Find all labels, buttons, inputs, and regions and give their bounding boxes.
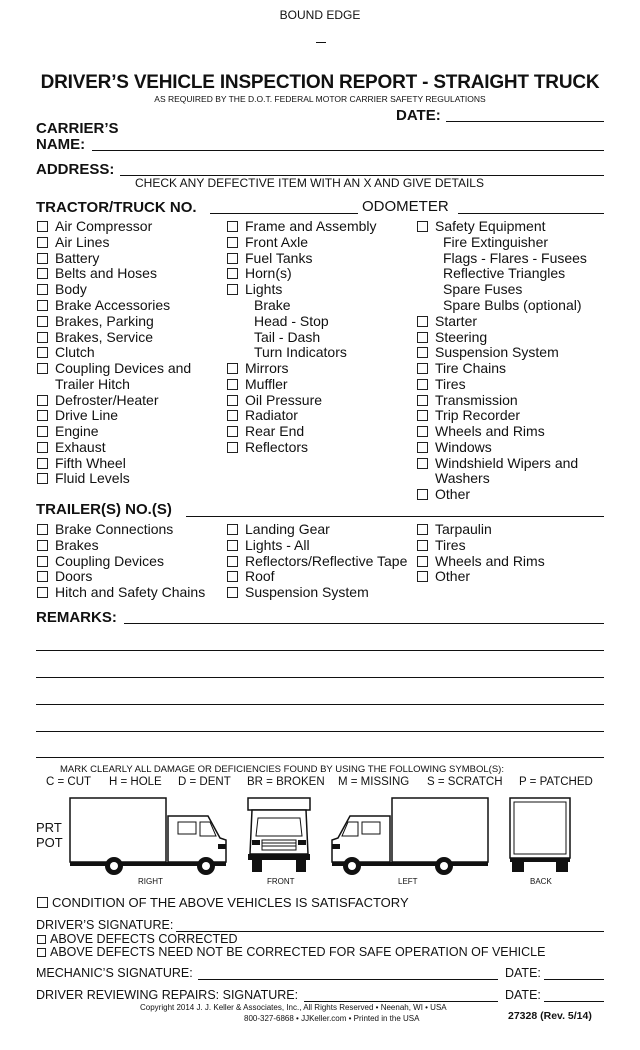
checkbox[interactable]	[37, 237, 48, 248]
remarks-line[interactable]	[36, 704, 604, 705]
checkbox[interactable]	[37, 410, 48, 421]
item-label: Transmission	[435, 392, 518, 408]
item-label: Engine	[55, 423, 99, 439]
check-trailer-brakes[interactable]	[37, 537, 99, 553]
check-battery[interactable]	[37, 250, 99, 266]
item-label: Muffler	[245, 376, 288, 392]
item-label: Drive Line	[55, 407, 119, 423]
driver-signature-label: DRIVER’S SIGNATURE:	[36, 918, 174, 932]
checkbox[interactable]	[37, 556, 48, 567]
checkbox[interactable]	[417, 426, 428, 437]
lights-sub-brake: Brake	[254, 297, 291, 313]
checkbox[interactable]	[417, 571, 428, 582]
item-label: Safety Equipment	[435, 218, 546, 234]
symbol-cut: C = CUT	[46, 776, 92, 788]
checkbox[interactable]	[37, 363, 48, 374]
check-trailer-other[interactable]	[417, 568, 470, 584]
item-label: Rear End	[245, 423, 305, 439]
check-trailer-coupling[interactable]	[37, 553, 164, 569]
odometer-line[interactable]	[458, 213, 604, 214]
lights-sub-head-stop: Head - Stop	[254, 313, 329, 329]
check-reflectors[interactable]	[227, 439, 308, 455]
item-label: Body	[55, 281, 87, 297]
truck-left-view[interactable]	[328, 796, 490, 876]
remarks-line[interactable]	[124, 623, 604, 624]
check-reflective-tape[interactable]	[227, 553, 407, 569]
check-tire-chains[interactable]	[417, 360, 506, 376]
form-title: DRIVER’S VEHICLE INSPECTION REPORT - STRAIGHT TRUCK	[40, 72, 600, 93]
checkbox[interactable]	[227, 395, 238, 406]
check-brakes-service[interactable]	[37, 329, 153, 345]
tractor-label: TRACTOR/TRUCK NO.	[36, 199, 197, 216]
checkbox[interactable]	[37, 473, 48, 484]
lights-sub-turn-indicators: Turn Indicators	[254, 344, 347, 360]
checkbox[interactable]	[227, 442, 238, 453]
date-label: DATE:	[396, 107, 441, 124]
symbol-broken: BR = BROKEN	[247, 776, 325, 788]
item-label: Belts and Hoses	[55, 265, 157, 281]
item-label: Brake Accessories	[55, 297, 171, 313]
check-transmission[interactable]	[417, 392, 518, 408]
checkbox[interactable]	[227, 379, 238, 390]
item-label: Tire Chains	[435, 360, 507, 376]
item-label: Tires	[435, 376, 466, 392]
check-defects-corrected[interactable]	[37, 932, 238, 946]
check-tarpaulin[interactable]	[417, 521, 492, 537]
checkbox[interactable]	[37, 332, 48, 343]
check-coupling-devices[interactable]	[37, 360, 191, 376]
checkbox[interactable]	[417, 524, 428, 535]
item-label: Front Axle	[245, 234, 309, 250]
check-air-lines[interactable]	[37, 234, 109, 250]
item-label: Air Lines	[55, 234, 110, 250]
item-label: Clutch	[55, 344, 95, 360]
checkbox[interactable]	[37, 897, 48, 908]
checkbox[interactable]	[417, 458, 428, 469]
check-suspension-system[interactable]	[417, 344, 559, 360]
item-label: Fifth Wheel	[55, 455, 126, 471]
checkbox[interactable]	[227, 556, 238, 567]
item-label: Lights	[245, 281, 283, 297]
check-lights[interactable]	[227, 281, 282, 297]
check-air-compressor[interactable]	[37, 218, 152, 234]
date-line[interactable]	[446, 121, 604, 122]
checkbox[interactable]	[227, 268, 238, 279]
safety-sub-spare-bulbs: Spare Bulbs (optional)	[443, 297, 582, 313]
symbol-missing: M = MISSING	[338, 776, 410, 788]
check-exhaust[interactable]	[37, 439, 106, 455]
checkbox[interactable]	[37, 300, 48, 311]
trailer-label: TRAILER(S) NO.(S)	[36, 501, 172, 518]
check-muffler[interactable]	[227, 376, 288, 392]
trailer-number-line[interactable]	[186, 516, 604, 517]
check-other-tractor[interactable]	[417, 486, 470, 502]
checkbox[interactable]	[417, 347, 428, 358]
symbol-scratch: S = SCRATCH	[427, 776, 503, 788]
carrier-name-line[interactable]	[92, 150, 604, 151]
check-starter[interactable]	[417, 313, 477, 329]
checkbox[interactable]	[417, 379, 428, 390]
symbol-hole: H = HOLE	[109, 776, 162, 788]
check-brakes-parking[interactable]	[37, 313, 154, 329]
checkbox[interactable]	[37, 221, 48, 232]
checkbox[interactable]	[417, 221, 428, 232]
checkbox[interactable]	[417, 363, 428, 374]
item-label: Suspension System	[435, 344, 559, 360]
item-label: Brakes	[55, 537, 99, 553]
item-label: Suspension System	[245, 584, 369, 600]
item-label: Trip Recorder	[435, 407, 521, 423]
check-mirrors[interactable]	[227, 360, 289, 376]
copyright-text: Copyright 2014 J. J. Keller & Associates, Inc., All Rights Reserved • Neenah, WI • USA	[140, 1003, 447, 1012]
check-rear-end[interactable]	[227, 423, 304, 439]
item-label: Oil Pressure	[245, 392, 323, 408]
checkbox[interactable]	[227, 540, 238, 551]
mechanic-date-label: DATE:	[505, 966, 541, 980]
checkbox[interactable]	[37, 426, 48, 437]
check-fuel-tanks[interactable]	[227, 250, 312, 266]
check-trailer-wheels[interactable]	[417, 553, 545, 569]
driver-signature-line[interactable]	[176, 931, 604, 932]
checkbox[interactable]	[417, 316, 428, 327]
item-label: Defroster/Heater	[55, 392, 159, 408]
item-label: Fluid Levels	[55, 470, 130, 486]
check-engine[interactable]	[37, 423, 99, 439]
checkbox[interactable]	[227, 363, 238, 374]
check-front-axle[interactable]	[227, 234, 308, 250]
check-body[interactable]	[37, 281, 87, 297]
item-label: Brake Connections	[55, 521, 174, 537]
checkbox[interactable]	[37, 540, 48, 551]
item-label: Doors	[55, 568, 93, 584]
check-instruction: CHECK ANY DEFECTIVE ITEM WITH AN X AND GIVE DETAILS	[135, 176, 484, 190]
contact-text: 800-327-6868 • JJKeller.com • Printed in the USA	[244, 1014, 420, 1023]
check-defroster-heater[interactable]	[37, 392, 158, 408]
check-radiator[interactable]	[227, 407, 298, 423]
checkbox[interactable]	[417, 442, 428, 453]
form-subtitle: AS REQUIRED BY THE D.O.T. FEDERAL MOTOR CARRIER SAFETY REGULATIONS	[154, 94, 486, 104]
view-label-right: RIGHT	[138, 877, 163, 886]
item-label: Coupling Devices	[55, 553, 164, 569]
checkbox[interactable]	[37, 458, 48, 469]
view-label-back: BACK	[530, 877, 552, 886]
mechanic-signature-line[interactable]	[198, 979, 498, 980]
item-label: Lights - All	[245, 537, 310, 553]
view-label-left: LEFT	[398, 877, 418, 886]
check-clutch[interactable]	[37, 344, 95, 360]
item-label: ABOVE DEFECTS CORRECTED	[50, 932, 238, 946]
item-label: Other	[435, 568, 471, 584]
checkbox[interactable]	[227, 237, 238, 248]
form-number: 27328 (Rev. 5/14)	[508, 1010, 592, 1022]
item-label: Tarpaulin	[435, 521, 492, 537]
checkbox[interactable]	[37, 524, 48, 535]
item-label: Coupling Devices and	[55, 360, 192, 376]
check-lights-all[interactable]	[227, 537, 310, 553]
checkbox[interactable]	[37, 442, 48, 453]
item-label: Wheels and Rims	[435, 553, 545, 569]
check-drive-line[interactable]	[37, 407, 118, 423]
item-label: Air Compressor	[55, 218, 153, 234]
remarks-label: REMARKS:	[36, 609, 117, 626]
check-defects-not-corrected[interactable]	[37, 945, 545, 959]
check-brake-connections[interactable]	[37, 521, 173, 537]
checkbox[interactable]	[227, 571, 238, 582]
symbol-patched: P = PATCHED	[519, 776, 593, 788]
item-label: Exhaust	[55, 439, 106, 455]
check-windows[interactable]	[417, 439, 492, 455]
checkbox[interactable]	[417, 395, 428, 406]
item-label: Windshield Wipers and	[435, 455, 579, 471]
item-label-continued: Trailer Hitch	[55, 376, 130, 392]
checkbox[interactable]	[227, 426, 238, 437]
driver-reviewing-date-line[interactable]	[544, 1001, 604, 1002]
checkbox[interactable]	[37, 347, 48, 358]
lights-sub-tail-dash: Tail - Dash	[254, 329, 321, 345]
mechanic-signature-label: MECHANIC’S SIGNATURE:	[36, 966, 193, 980]
odometer-label: ODOMETER	[362, 198, 449, 215]
symbols-instruction: MARK CLEARLY ALL DAMAGE OR DEFICIENCIES FOUND BY USING THE FOLLOWING SYMBOL(S):	[60, 764, 504, 775]
item-label: Battery	[55, 250, 100, 266]
view-label-front: FRONT	[267, 877, 295, 886]
remarks-line[interactable]	[36, 731, 604, 732]
symbol-dent: D = DENT	[178, 776, 231, 788]
checkbox[interactable]	[37, 935, 46, 944]
truck-right-view[interactable]	[68, 796, 230, 876]
check-trailer-suspension[interactable]	[227, 584, 369, 600]
item-label: Wheels and Rims	[435, 423, 545, 439]
checkbox[interactable]	[37, 571, 48, 582]
prt-label: PRT	[36, 820, 62, 835]
item-label: CONDITION OF THE ABOVE VEHICLES IS SATISFACTORY	[52, 895, 409, 910]
item-label: Landing Gear	[245, 521, 330, 537]
checkbox[interactable]	[417, 540, 428, 551]
remarks-line[interactable]	[36, 757, 604, 758]
carrier-label-1: CARRIER’S	[36, 120, 119, 137]
check-oil-pressure[interactable]	[227, 392, 322, 408]
check-landing-gear[interactable]	[227, 521, 330, 537]
truck-front-view[interactable]	[246, 796, 312, 876]
check-tires[interactable]	[417, 376, 466, 392]
check-belts-hoses[interactable]	[37, 265, 157, 281]
driver-reviewing-line[interactable]	[304, 1001, 498, 1002]
item-label: Roof	[245, 568, 275, 584]
checkbox[interactable]	[37, 268, 48, 279]
check-brake-accessories[interactable]	[37, 297, 170, 313]
item-label: Brakes, Parking	[55, 313, 154, 329]
checkbox[interactable]	[417, 556, 428, 567]
checkbox[interactable]	[227, 524, 238, 535]
checkbox[interactable]	[37, 284, 48, 295]
checkbox[interactable]	[227, 410, 238, 421]
safety-sub-triangles: Reflective Triangles	[443, 265, 566, 281]
item-label: Frame and Assembly	[245, 218, 377, 234]
item-label: Reflectors	[245, 439, 309, 455]
remarks-line[interactable]	[36, 650, 604, 651]
checkbox[interactable]	[37, 253, 48, 264]
item-label: Windows	[435, 439, 492, 455]
check-frame-assembly[interactable]	[227, 218, 377, 234]
checkbox[interactable]	[417, 332, 428, 343]
item-label: Reflectors/Reflective Tape	[245, 553, 408, 569]
remarks-line[interactable]	[36, 677, 604, 678]
bound-edge-label: BOUND EDGE	[279, 8, 361, 22]
item-label: Hitch and Safety Chains	[55, 584, 206, 600]
check-trip-recorder[interactable]	[417, 407, 520, 423]
item-label: Tires	[435, 537, 466, 553]
carrier-label-2: NAME:	[36, 136, 86, 153]
item-label: Mirrors	[245, 360, 289, 376]
item-label: ABOVE DEFECTS NEED NOT BE CORRECTED FOR SAFE OPERATION OF VEHICLE	[50, 945, 546, 959]
checkbox[interactable]	[227, 221, 238, 232]
checkbox[interactable]	[417, 489, 428, 500]
pot-label: POT	[36, 835, 63, 850]
checkbox[interactable]	[227, 253, 238, 264]
check-roof[interactable]	[227, 568, 275, 584]
checkbox[interactable]	[37, 948, 46, 957]
check-horns[interactable]	[227, 265, 292, 281]
check-fluid-levels[interactable]	[37, 470, 130, 486]
item-label: Fuel Tanks	[245, 250, 313, 266]
truck-back-view[interactable]	[508, 796, 572, 876]
item-label: Radiator	[245, 407, 298, 423]
check-wheels-rims[interactable]	[417, 423, 545, 439]
check-trailer-tires[interactable]	[417, 537, 466, 553]
safety-sub-fire-extinguisher: Fire Extinguisher	[443, 234, 549, 250]
address-label: ADDRESS:	[36, 161, 115, 178]
check-condition-satisfactory[interactable]	[37, 895, 409, 910]
check-hitch-chains[interactable]	[37, 584, 205, 600]
item-label: Starter	[435, 313, 478, 329]
safety-sub-flags: Flags - Flares - Fusees	[443, 250, 587, 266]
checkbox[interactable]	[227, 284, 238, 295]
checkbox[interactable]	[37, 587, 48, 598]
checkbox[interactable]	[37, 395, 48, 406]
check-fifth-wheel[interactable]	[37, 455, 126, 471]
check-steering[interactable]	[417, 329, 487, 345]
item-label: Steering	[435, 329, 488, 345]
divider	[316, 42, 326, 43]
checkbox[interactable]	[227, 587, 238, 598]
driver-reviewing-date-label: DATE:	[505, 988, 541, 1002]
tractor-number-line[interactable]	[210, 213, 358, 214]
item-label: Horn(s)	[245, 265, 292, 281]
item-label: Other	[435, 486, 471, 502]
checkbox[interactable]	[37, 316, 48, 327]
check-safety-equipment[interactable]	[417, 218, 546, 234]
driver-reviewing-label: DRIVER REVIEWING REPAIRS: SIGNATURE:	[36, 988, 299, 1002]
item-label-continued: Washers	[435, 470, 490, 486]
checkbox[interactable]	[417, 410, 428, 421]
check-doors[interactable]	[37, 568, 92, 584]
safety-sub-spare-fuses: Spare Fuses	[443, 281, 523, 297]
item-label: Brakes, Service	[55, 329, 154, 345]
mechanic-date-line[interactable]	[544, 979, 604, 980]
check-windshield-wipers[interactable]	[417, 455, 578, 471]
